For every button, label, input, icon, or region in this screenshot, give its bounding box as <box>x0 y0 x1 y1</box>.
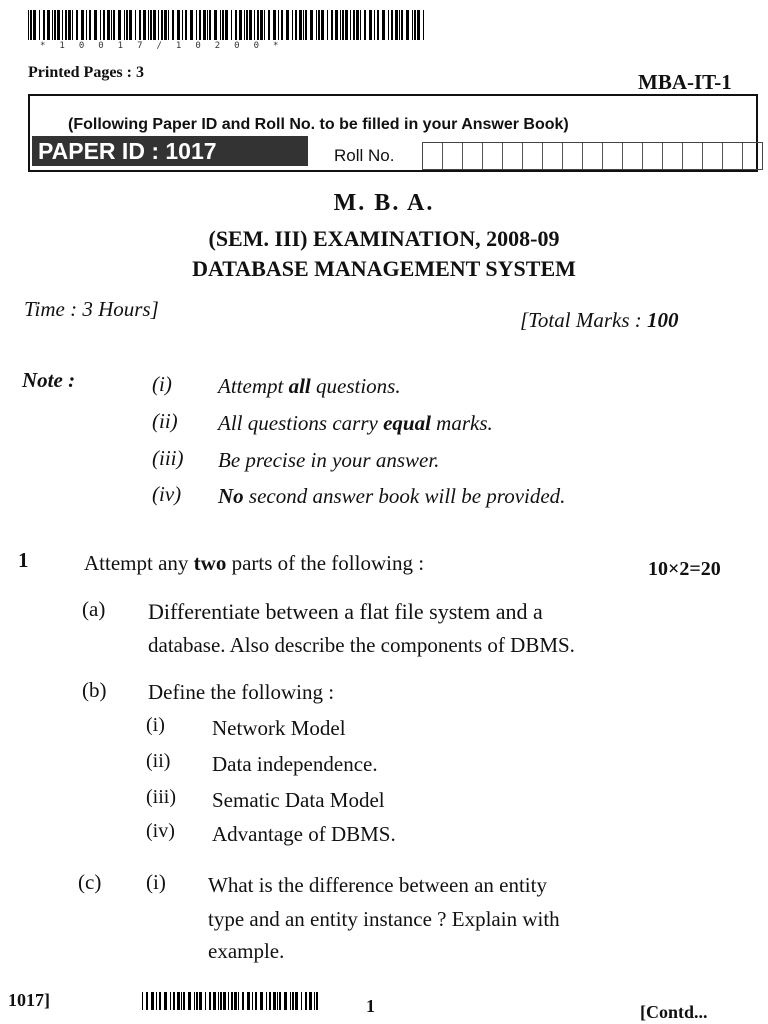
q1b-item-text: Sematic Data Model <box>212 788 385 812</box>
barcode-bar <box>295 992 298 1010</box>
barcode-bar <box>209 10 211 40</box>
barcode-bar <box>277 992 278 1010</box>
note-text-post: marks. <box>430 411 493 435</box>
barcode-bar <box>254 10 255 40</box>
barcode-bar <box>327 10 328 40</box>
barcode-bar <box>225 10 228 40</box>
barcode-bar <box>54 10 56 40</box>
barcode-bar <box>279 992 281 1010</box>
barcode-bar <box>290 992 291 1010</box>
note-text-pre: Be precise in your answer. <box>218 448 440 472</box>
time-allowed: Time : 3 Hours] <box>24 297 159 321</box>
barcode-bar <box>47 10 50 40</box>
barcode-bar <box>126 10 128 40</box>
barcode-bar <box>135 10 136 40</box>
barcode-bar <box>199 10 201 40</box>
barcode-bar <box>228 992 229 1010</box>
note-item-number: (iv) <box>152 482 182 506</box>
footer-barcode <box>142 992 319 1010</box>
barcode-bar <box>72 10 73 40</box>
note-item-text <box>218 374 401 399</box>
barcode-bar <box>260 992 263 1010</box>
barcode-bar <box>239 10 242 40</box>
barcode-bar <box>273 992 276 1010</box>
note-text-post: second answer book will be provided. <box>243 484 566 508</box>
barcode-bar <box>30 10 32 40</box>
barcode-bar <box>260 10 263 40</box>
q1b-label: (b) <box>82 678 107 702</box>
barcode-bar <box>223 992 226 1010</box>
barcode-bar <box>356 10 359 40</box>
barcode-bar <box>303 10 304 40</box>
barcode-bar <box>309 992 312 1010</box>
barcode-bar <box>168 10 169 40</box>
barcode-bar <box>65 10 67 40</box>
q1b-item-text: Data independence. <box>212 752 378 776</box>
q1c-line3: example. <box>208 939 285 963</box>
barcode-bar <box>183 992 185 1010</box>
barcode-bar <box>158 10 159 40</box>
barcode-bar <box>377 10 379 40</box>
barcode-bar <box>316 992 318 1010</box>
barcode-bar <box>150 10 152 40</box>
barcode-bar <box>281 10 283 40</box>
barcode-bar <box>269 992 271 1010</box>
barcode-bar <box>273 10 276 40</box>
note-text-bold: equal <box>383 411 431 435</box>
barcode-bar <box>284 992 287 1010</box>
barcode-bar <box>164 10 167 40</box>
barcode-bar <box>181 992 182 1010</box>
barcode-bar <box>156 992 157 1010</box>
barcode-bar <box>292 10 293 40</box>
barcode-bar <box>28 10 29 40</box>
note-text-post: questions. <box>310 374 401 398</box>
barcode-bar <box>342 10 344 40</box>
barcode-bar <box>220 10 221 40</box>
barcode-bar <box>118 10 121 40</box>
barcode-bar <box>188 992 191 1010</box>
barcode-bar <box>159 992 161 1010</box>
total-marks <box>520 308 679 333</box>
barcode-bar <box>350 10 351 40</box>
barcode-bar <box>399 10 400 40</box>
exam-title-semester: (SEM. III) EXAMINATION, 2008-09 <box>208 226 560 251</box>
barcode-bar <box>196 992 198 1010</box>
barcode-bar <box>331 10 333 40</box>
note-text-bold: No <box>218 484 244 508</box>
barcode-bar <box>177 10 180 40</box>
barcode-bar <box>81 10 84 40</box>
barcode-bar <box>62 10 63 40</box>
total-marks-value: 100 <box>647 308 679 332</box>
barcode-bar <box>340 10 341 40</box>
paper-code: MBA-IT-1 <box>638 70 732 94</box>
barcode-bar <box>246 10 248 40</box>
barcode-bar <box>199 992 202 1010</box>
barcode-bar <box>103 10 105 40</box>
barcode-bar <box>164 992 167 1010</box>
q1b-item-number: (iii) <box>146 786 176 808</box>
barcode-bar <box>142 992 143 1010</box>
exam-title-subject: DATABASE MANAGEMENT SYSTEM <box>192 256 576 281</box>
barcode-bar <box>395 10 398 40</box>
q1-marks: 10×2=20 <box>648 558 721 580</box>
barcode-bar <box>244 10 245 40</box>
barcode-bar <box>222 10 224 40</box>
barcode-bar <box>286 10 289 40</box>
barcode-bar <box>194 992 195 1010</box>
q1c-label: (c) <box>78 870 102 894</box>
barcode-bar <box>172 10 174 40</box>
barcode-bar <box>238 992 239 1010</box>
q1-number: 1 <box>18 548 29 572</box>
barcode-bar <box>218 992 219 1010</box>
barcode-bar <box>39 10 40 40</box>
barcode-bar <box>249 10 252 40</box>
barcode-bar <box>401 10 403 40</box>
barcode-bar <box>278 10 279 40</box>
barcode-bar <box>257 10 259 40</box>
barcode-bar <box>247 992 250 1010</box>
barcode-bar <box>255 992 257 1010</box>
barcode-bar <box>242 992 244 1010</box>
barcode-bar <box>345 10 348 40</box>
q1-instruction-pre: Attempt any <box>84 551 194 575</box>
barcode-bar <box>190 10 193 40</box>
barcode-bar <box>268 10 270 40</box>
barcode-bar <box>382 10 385 40</box>
barcode-bar <box>94 10 97 40</box>
barcode-bar <box>89 10 91 40</box>
barcode-bar <box>388 10 389 40</box>
barcode-bar <box>305 10 307 40</box>
q1b-item-number: (i) <box>146 714 165 736</box>
note-item-text <box>218 484 565 509</box>
barcode-bar <box>170 992 171 1010</box>
q1b-item-number: (iv) <box>146 820 175 842</box>
barcode-bar <box>220 992 222 1010</box>
barcode-bar <box>316 10 317 40</box>
barcode-bar <box>143 10 146 40</box>
q1b-intro: Define the following : <box>148 680 335 704</box>
q1b-item-text: Advantage of DBMS. <box>212 822 396 846</box>
q1c-line1: What is the difference between an entity <box>208 873 547 897</box>
note-text-pre: All questions carry <box>218 411 384 435</box>
barcode-bar <box>414 10 416 40</box>
barcode-bar <box>353 10 355 40</box>
barcode-bar <box>146 992 148 1010</box>
barcode-bar <box>182 10 183 40</box>
barcode-bar <box>369 10 372 40</box>
barcode-bar <box>335 10 338 40</box>
barcode-bar <box>364 10 366 40</box>
note-item-number: (ii) <box>152 409 178 433</box>
barcode-bar <box>214 10 217 40</box>
barcode-bar <box>124 10 125 40</box>
barcode-bar <box>299 10 302 40</box>
barcode-bar <box>100 10 101 40</box>
roll-no-label: Roll No. <box>334 146 395 165</box>
top-barcode <box>28 10 484 40</box>
barcode-bar <box>318 10 320 40</box>
barcode-bar <box>148 10 149 40</box>
barcode-bar <box>213 992 216 1010</box>
footer-contd: [Contd... <box>640 1002 708 1022</box>
barcode-bar <box>406 10 409 40</box>
paper-id-box <box>28 94 758 172</box>
note-text-bold: all <box>288 374 311 398</box>
barcode-number: *10017/10200* <box>40 41 293 51</box>
barcode-bar <box>185 10 187 40</box>
q1b-item-number: (ii) <box>146 750 171 772</box>
barcode-bar <box>209 992 211 1010</box>
barcode-bar <box>129 10 132 40</box>
barcode-bar <box>207 10 208 40</box>
barcode-bar <box>234 992 237 1010</box>
barcode-bar <box>301 992 302 1010</box>
barcode-bar <box>76 10 78 40</box>
q1b-item-text: Network Model <box>212 716 346 740</box>
note-item-text <box>218 448 439 473</box>
note-text-pre: Attempt <box>218 374 289 398</box>
q1a-line1: Differentiate between a flat file system and a <box>148 599 543 624</box>
barcode-bar <box>235 10 237 40</box>
barcode-bar <box>412 10 413 40</box>
barcode-bar <box>33 10 36 40</box>
q1c-sub-label: (i) <box>146 870 166 894</box>
barcode-bar <box>417 10 420 40</box>
printed-pages: Printed Pages : 3 <box>28 64 144 81</box>
barcode-bar <box>173 992 175 1010</box>
barcode-bar <box>68 10 71 40</box>
barcode-bar <box>310 10 313 40</box>
barcode-bar <box>360 10 361 40</box>
barcode-bar <box>196 10 197 40</box>
barcode-bar <box>113 10 115 40</box>
note-label: Note : <box>22 368 76 392</box>
barcode-bar <box>43 10 45 40</box>
q1-instruction <box>84 551 424 576</box>
barcode-bar <box>161 10 163 40</box>
barcode-bar <box>177 992 180 1010</box>
barcode-bar <box>151 992 154 1010</box>
q1c-line2: type and an entity instance ? Explain with <box>208 907 560 931</box>
note-item-number: (iii) <box>152 446 184 470</box>
barcode-bar <box>52 10 53 40</box>
barcode-bar <box>391 10 393 40</box>
barcode-bar <box>295 10 297 40</box>
roll-no-field[interactable] <box>422 142 763 170</box>
barcode-bar <box>292 992 294 1010</box>
barcode-bar <box>107 10 110 40</box>
barcode-bar <box>231 992 233 1010</box>
footer-paper-id: 1017] <box>8 990 50 1010</box>
barcode-bar <box>86 10 87 40</box>
exam-title-mba: M. B. A. <box>333 190 435 216</box>
barcode-bar <box>231 10 232 40</box>
barcode-bar <box>57 10 60 40</box>
barcode-bar <box>305 992 307 1010</box>
note-item-number: (i) <box>152 372 172 396</box>
paper-id-label: PAPER ID : 1017 <box>32 136 308 166</box>
q1-instruction-bold: two <box>193 551 227 575</box>
q1a-line2: database. Also describe the components of DBMS. <box>148 633 575 657</box>
barcode-bar <box>321 10 324 40</box>
barcode-bar <box>139 10 141 40</box>
barcode-bar <box>374 10 375 40</box>
barcode-bar <box>314 992 315 1010</box>
barcode-bar <box>203 10 206 40</box>
barcode-bar <box>266 992 267 1010</box>
barcode-bar <box>264 10 265 40</box>
barcode-bar <box>111 10 112 40</box>
barcode-bar <box>153 10 156 40</box>
barcode-bar <box>252 992 253 1010</box>
barcode-bar <box>423 10 424 40</box>
box-instruction: (Following Paper ID and Roll No. to be filled in your Answer Book) <box>68 116 569 133</box>
total-marks-prefix: [Total Marks : <box>520 308 647 332</box>
q1-instruction-post: parts of the following : <box>226 551 425 575</box>
barcode-bar <box>205 992 206 1010</box>
note-item-text <box>218 411 493 436</box>
q1a-label: (a) <box>82 597 106 621</box>
footer-page-number: 1 <box>366 996 375 1016</box>
